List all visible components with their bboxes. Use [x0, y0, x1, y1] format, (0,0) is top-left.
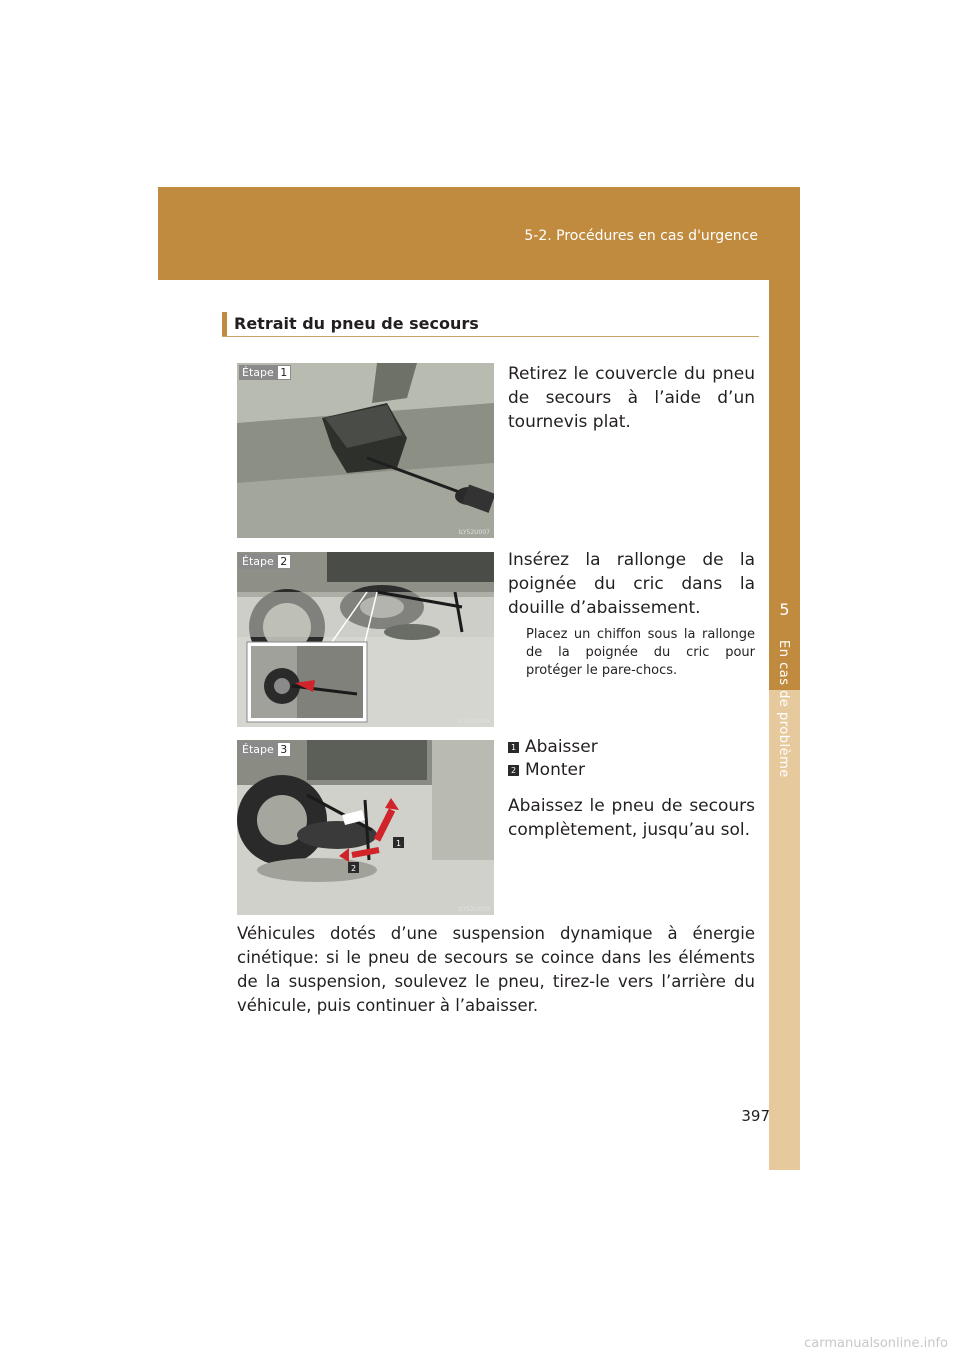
- step-3-tag: [239, 742, 291, 757]
- step-2-photo: [237, 552, 494, 727]
- legend-number-1: 1: [508, 742, 519, 753]
- step-1-illustration: [237, 363, 494, 538]
- step-3-text: Abaissez le pneu de secours complètement, jusqu’au sol.: [508, 796, 755, 840]
- step-3-tag-number: 3: [277, 742, 291, 757]
- step-1-tag: [239, 365, 291, 380]
- legend-label-lower: Abaisser: [525, 737, 598, 757]
- legend-label-raise: Monter: [525, 760, 585, 780]
- svg-text:1: 1: [395, 839, 402, 848]
- step-2-tag: [239, 554, 291, 569]
- step-2-note: Placez un chiffon sous la rallonge de la poignée du cric pour protéger le pare-chocs.: [526, 627, 755, 678]
- step-2-text: Insérez la rallonge de la poignée du cric dans la douille d’abaissement.: [508, 550, 755, 618]
- chapter-title: En cas de problème: [776, 640, 791, 778]
- site-watermark: carmanualsonline.info: [804, 1336, 948, 1351]
- legend-item-lower: [508, 736, 598, 758]
- step-1-tag-number: 1: [277, 365, 291, 380]
- legend-number-2: 2: [508, 765, 519, 776]
- step-3-illustration: [237, 740, 494, 915]
- legend-item-raise: [508, 759, 585, 781]
- step-2-tag-label: Étape: [239, 554, 277, 569]
- suspension-note-paragraph: Véhicules dotés d’une suspension dynamique à énergie cinétique: si le pneu de secours se coince dans les éléments de la suspension, soulevez le pneu, tirez-le vers l’arrière du véhicule, puis continuer à l’abaisser.: [237, 924, 755, 1015]
- step-1-photo: [237, 363, 494, 538]
- svg-text:2: 2: [350, 864, 357, 873]
- step-2-tag-number: 2: [277, 554, 291, 569]
- step-1-tag-label: Étape: [239, 365, 277, 380]
- step-3-tag-label: Étape: [239, 742, 277, 757]
- section-header-text: 5-2. Procédures en cas d'urgence: [524, 228, 758, 244]
- step-2-illustration: [237, 552, 494, 727]
- page-number: 397: [741, 1107, 770, 1125]
- chapter-number: 5: [779, 600, 790, 619]
- side-tab-chapter-marker: [769, 280, 800, 690]
- step-3-photo: [237, 740, 494, 915]
- section-heading-bar: [222, 312, 759, 337]
- section-title: Retrait du pneu de secours: [234, 314, 479, 333]
- section-accent-mark: [222, 312, 227, 336]
- step-3-image-code: ILY52U009: [458, 906, 490, 913]
- chapter-header-band: [158, 187, 800, 280]
- step-1-image-code: ILY52U007: [458, 529, 490, 536]
- step-2-image-code: ILY52U008: [458, 718, 490, 725]
- step-1-text: Retirez le couvercle du pneu de secours à l’aide d’un tournevis plat.: [508, 364, 755, 432]
